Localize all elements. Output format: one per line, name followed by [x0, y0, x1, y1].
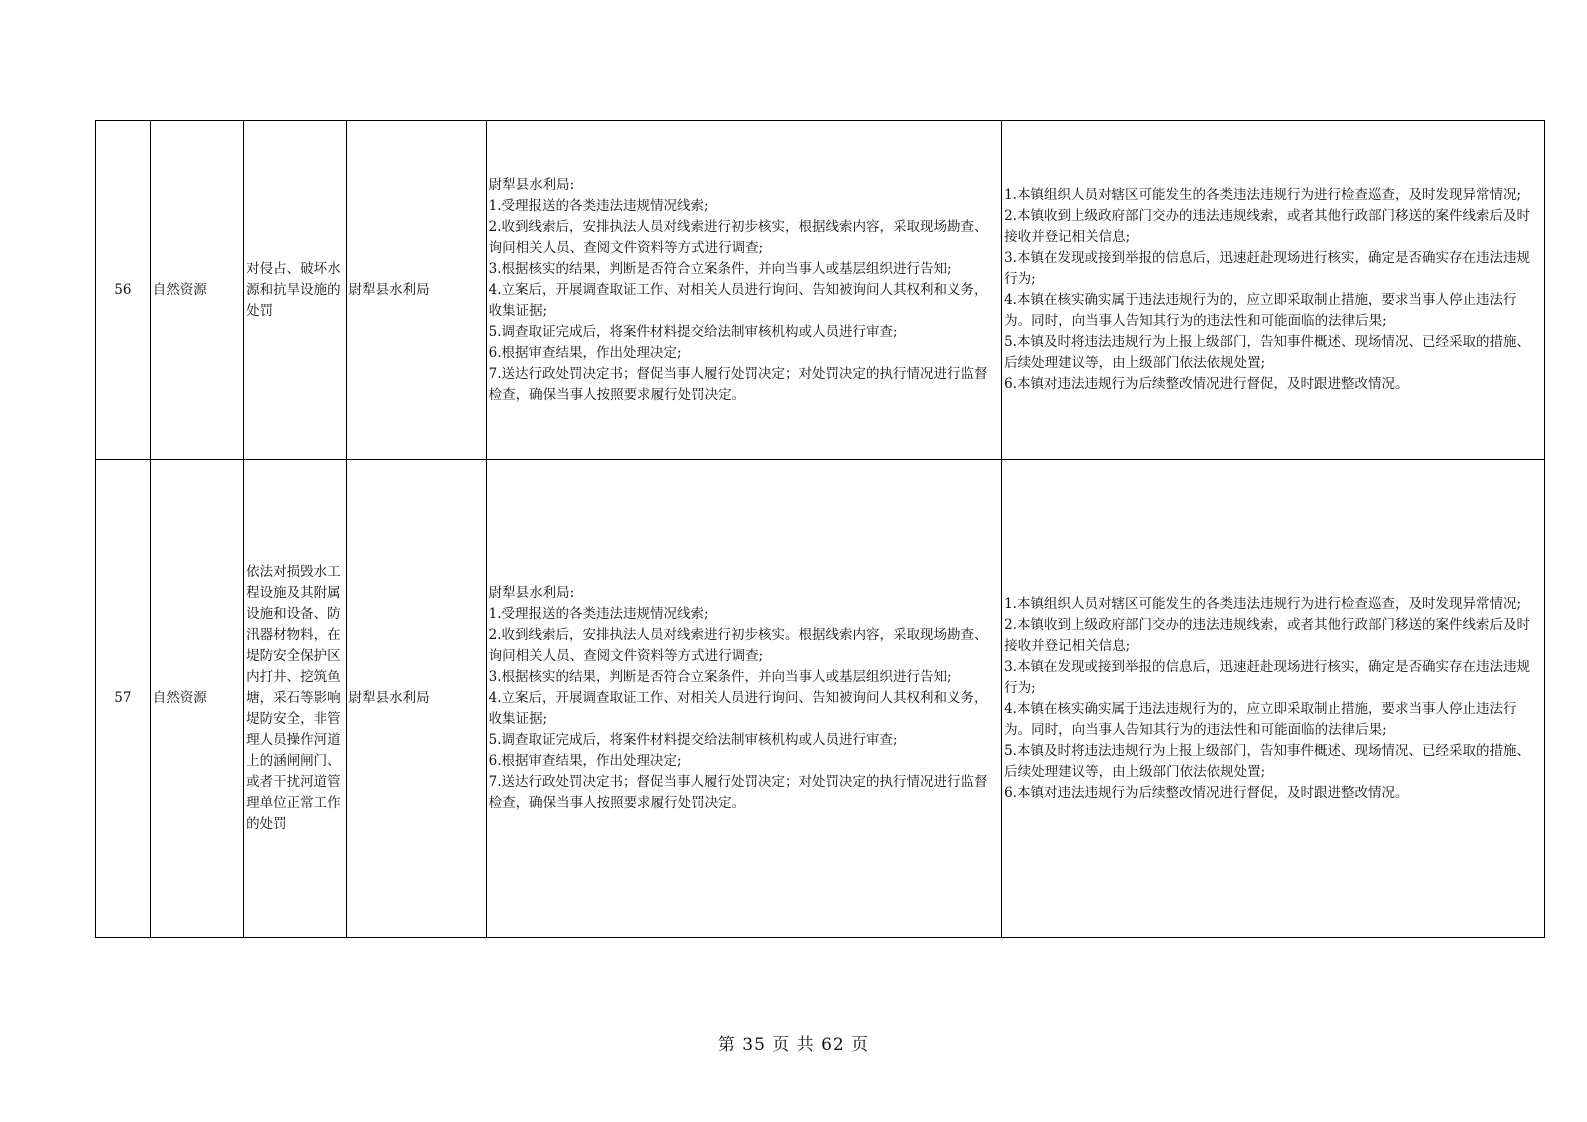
duty-line: 2.收到线索后，安排执法人员对线索进行初步核实，根据线索内容，采取现场勘查、询问相关人员、查阅文件资料等方式进行调查; [488, 218, 988, 256]
row-item: 依法对损毁水工程设施及其附属设施和设备、防汛器材物料，在堤防安全保护区内打井、挖筑鱼塘，采石等影响堤防安全，非管理人员操作河道上的涵闸闸门、或者干扰河道管理单位正常工作的处罚 [244, 460, 346, 938]
table-row [96, 460, 1545, 938]
duty-line: 6.根据审查结果，作出处理决定; [488, 753, 682, 769]
duty-line: 2.收到线索后，安排执法人员对线索进行初步核实。根据线索内容，采取现场勘查、询问相关人员、查阅文件资料等方式进行调查; [488, 627, 988, 664]
duty-line: 7.送达行政处罚决定书；督促当事人履行处罚决定；对处罚决定的执行情况进行监督检查，确保当事人按照要求履行处罚决定。 [488, 365, 988, 403]
duty-line: 4.立案后，开展调查取证工作、对相关人员进行询问、告知被询问人其权利和义务，收集证据; [488, 281, 988, 319]
town-duty-line: 3.本镇在发现或接到举报的信息后，迅速赶赴现场进行核实，确定是否确实存在违法违规行为; [1004, 658, 1530, 696]
row-town-duties [1002, 121, 1545, 460]
town-duty-line: 4.本镇在核实确实属于违法违规行为的，应立即采取制止措施，要求当事人停止违法行为。同时，向当事人告知其行为的违法性和可能面临的法律后果; [1004, 292, 1517, 329]
duty-line: 7.送达行政处罚决定书；督促当事人履行处罚决定；对处罚决定的执行情况进行监督检查，确保当事人按照要求履行处罚决定。 [488, 774, 988, 811]
town-duty-line: 1.本镇组织人员对辖区可能发生的各类违法违规行为进行检查巡查，及时发现异常情况; [1004, 595, 1522, 612]
town-duty-line: 1.本镇组织人员对辖区可能发生的各类违法违规行为进行检查巡查，及时发现异常情况; [1004, 187, 1522, 203]
duty-line: 1.受理报送的各类违法违规情况线索; [488, 606, 709, 622]
row-item: 对侵占、破坏水源和抗旱设施的处罚 [244, 121, 346, 460]
row-number: 56 [96, 121, 151, 460]
row-county-duties [486, 460, 1001, 938]
town-duty-line: 5.本镇及时将违法违规行为上报上级部门，告知事件概述、现场情况、已经采取的措施、后续处理建议等，由上级部门依法依规处置; [1004, 742, 1530, 780]
town-duty-line: 6.本镇对违法违规行为后续整改情况进行督促，及时跟进整改情况。 [1004, 376, 1409, 392]
row-category: 自然资源 [150, 460, 243, 938]
duty-line: 5.调查取证完成后，将案件材料提交给法制审核机构或人员进行审查; [488, 732, 898, 748]
duty-table [95, 120, 1545, 938]
duty-line: 1.受理报送的各类违法违规情况线索; [488, 197, 709, 214]
row-department: 尉犁县水利局 [346, 121, 486, 460]
page-footer: 第 35 页 共 62 页 [717, 1035, 870, 1055]
town-duty-line: 6.本镇对违法违规行为后续整改情况进行督促，及时跟进整改情况。 [1004, 784, 1409, 801]
duty-line: 4.立案后，开展调查取证工作、对相关人员进行询问、告知被询问人其权利和义务，收集证据; [488, 690, 988, 727]
duty-line: 3.根据核实的结果，判断是否符合立案条件，并向当事人或基层组织进行告知; [488, 260, 952, 277]
row-category: 自然资源 [150, 121, 243, 460]
duty-line: 3.根据核实的结果，判断是否符合立案条件，并向当事人或基层组织进行告知; [488, 669, 952, 685]
town-duty-line: 2.本镇收到上级政府部门交办的违法违规线索，或者其他行政部门移送的案件线索后及时接收并登记相关信息; [1004, 208, 1530, 245]
town-duty-line: 2.本镇收到上级政府部门交办的违法违规线索，或者其他行政部门移送的案件线索后及时接收并登记相关信息; [1004, 616, 1530, 654]
duty-line: 6.根据审查结果，作出处理决定; [488, 344, 682, 361]
town-duty-line: 4.本镇在核实确实属于违法违规行为的，应立即采取制止措施，要求当事人停止违法行为。同时，向当事人告知其行为的违法性和可能面临的法律后果; [1004, 700, 1517, 738]
duty-line: 尉犁县水利局: [488, 585, 575, 601]
row-number: 57 [96, 460, 151, 938]
table-row [96, 121, 1545, 460]
row-county-duties [486, 121, 1001, 460]
row-town-duties [1002, 460, 1545, 938]
town-duty-line: 5.本镇及时将违法违规行为上报上级部门，告知事件概述、现场情况、已经采取的措施、后续处理建议等，由上级部门依法依规处置; [1004, 334, 1530, 371]
duty-line: 尉犁县水利局: [488, 176, 575, 193]
row-department: 尉犁县水利局 [346, 460, 486, 938]
duty-line: 5.调查取证完成后，将案件材料提交给法制审核机构或人员进行审查; [488, 323, 898, 340]
town-duty-line: 3.本镇在发现或接到举报的信息后，迅速赶赴现场进行核实，确定是否确实存在违法违规行为; [1004, 250, 1530, 287]
